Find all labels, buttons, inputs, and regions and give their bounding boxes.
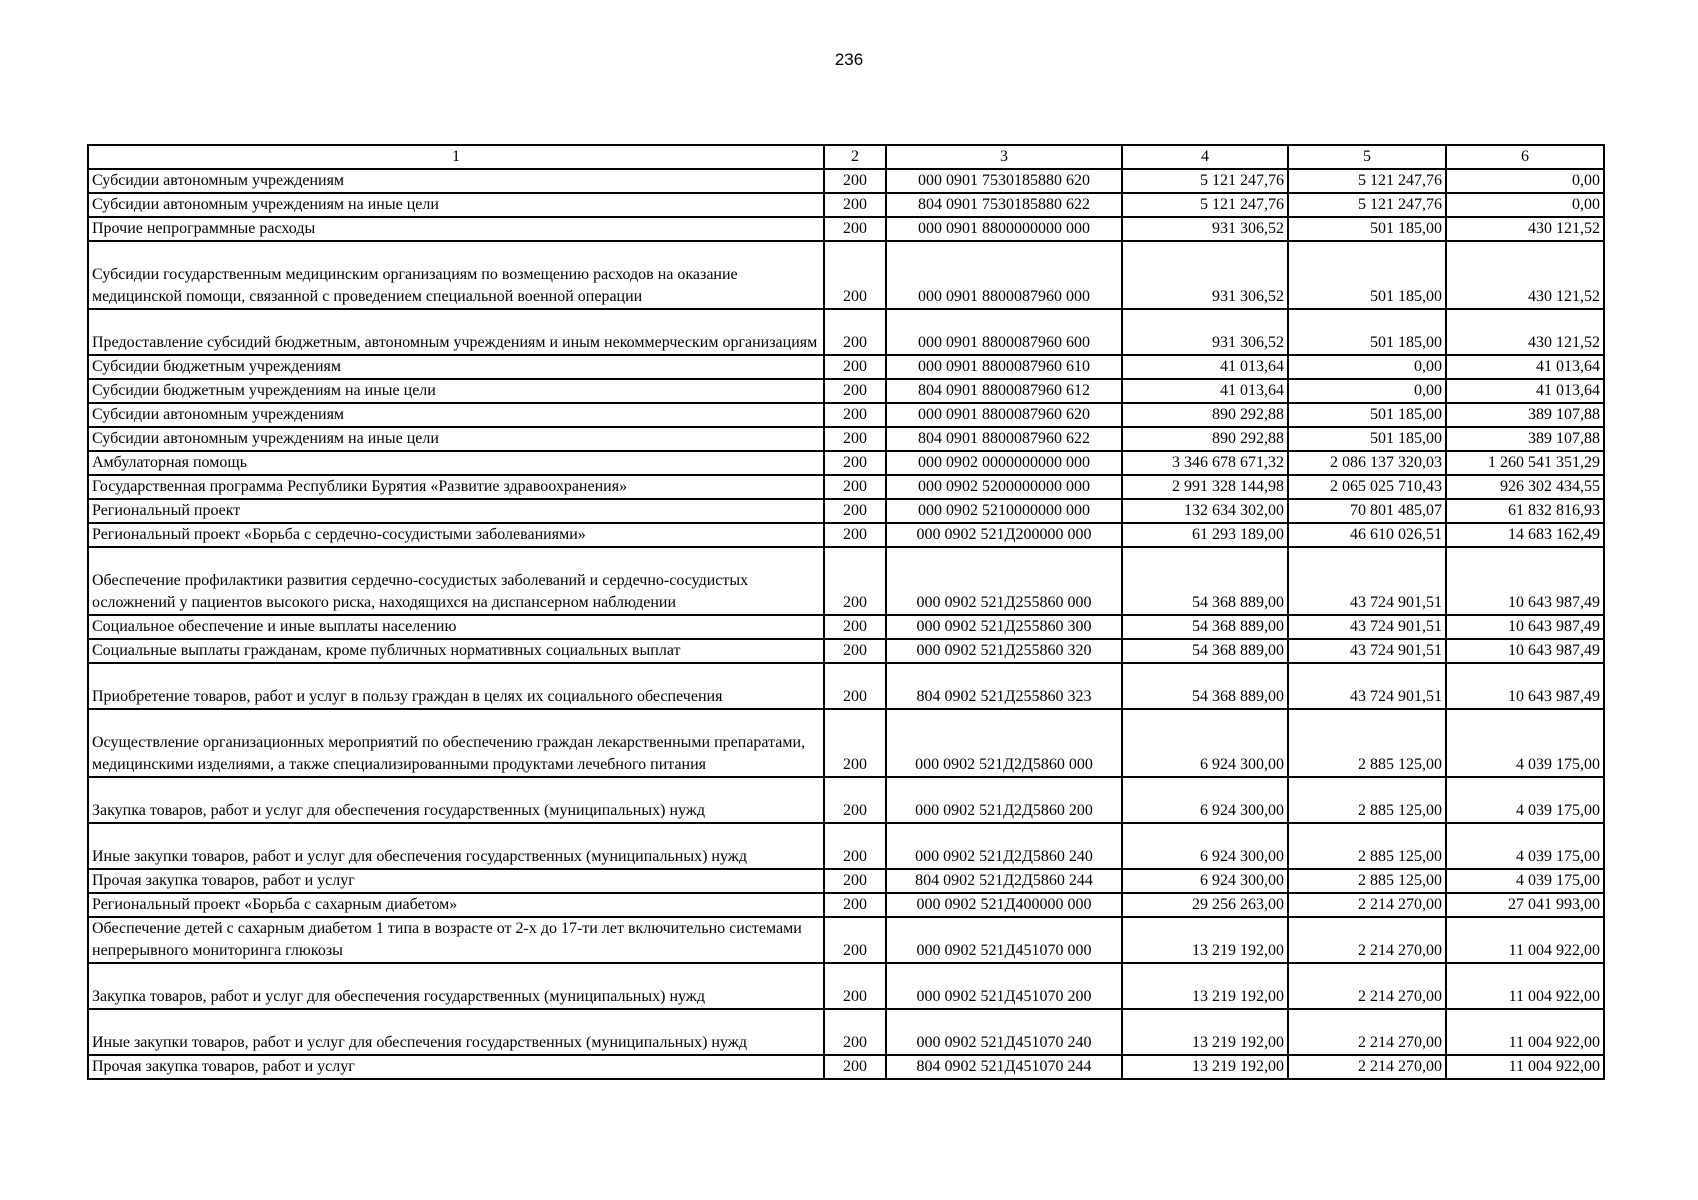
table-row	[88, 917, 1604, 963]
row-remainder-cell: 10 643 987,49	[1446, 615, 1604, 639]
row-amount-cell: 61 293 189,00	[1122, 523, 1288, 547]
row-code-cell: 000 0902 521Д255860 000	[886, 547, 1122, 615]
table-row	[88, 427, 1604, 451]
row-amount-cell: 6 924 300,00	[1122, 777, 1288, 823]
row-remainder-cell: 27 041 993,00	[1446, 893, 1604, 917]
row-col2-cell: 200	[824, 427, 886, 451]
row-name-cell: Прочая закупка товаров, работ и услуг	[88, 1055, 824, 1079]
row-name-cell: Социальное обеспечение и иные выплаты населению	[88, 615, 824, 639]
table-row	[88, 1009, 1604, 1055]
table-row	[88, 709, 1604, 777]
header-cell-3: 3	[886, 145, 1122, 169]
row-remainder-cell: 389 107,88	[1446, 403, 1604, 427]
row-remainder-cell: 11 004 922,00	[1446, 1055, 1604, 1079]
row-remainder-cell: 4 039 175,00	[1446, 869, 1604, 893]
row-remainder-cell: 11 004 922,00	[1446, 917, 1604, 963]
row-name-cell: Обеспечение детей с сахарным диабетом 1 типа в возрасте от 2-х до 17-ти лет включительно системами непрерывного мониторинга глюкозы	[88, 917, 824, 963]
row-amount-cell: 41 013,64	[1122, 379, 1288, 403]
row-code-cell: 000 0902 521Д2Д5860 200	[886, 777, 1122, 823]
row-amount-cell: 2 991 328 144,98	[1122, 475, 1288, 499]
table-row	[88, 217, 1604, 241]
row-name-cell: Субсидии бюджетным учреждениям на иные цели	[88, 379, 824, 403]
row-col2-cell: 200	[824, 193, 886, 217]
row-executed-cell: 2 214 270,00	[1288, 893, 1446, 917]
row-name-cell: Осуществление организационных мероприятий по обеспечению граждан лекарственными препаратами, медицинскими изделиями, а также специализированными продуктами лечебного питания	[88, 709, 824, 777]
table-row	[88, 309, 1604, 355]
row-remainder-cell: 10 643 987,49	[1446, 663, 1604, 709]
row-executed-cell: 2 214 270,00	[1288, 1009, 1446, 1055]
row-executed-cell: 501 185,00	[1288, 217, 1446, 241]
header-cell-5: 5	[1288, 145, 1446, 169]
row-col2-cell: 200	[824, 615, 886, 639]
row-amount-cell: 931 306,52	[1122, 309, 1288, 355]
row-executed-cell: 501 185,00	[1288, 427, 1446, 451]
row-name-cell: Закупка товаров, работ и услуг для обеспечения государственных (муниципальных) нужд	[88, 777, 824, 823]
row-executed-cell: 0,00	[1288, 379, 1446, 403]
row-code-cell: 000 0902 521Д451070 200	[886, 963, 1122, 1009]
row-name-cell: Предоставление субсидий бюджетным, автономным учреждениям и иным некоммерческим организациям	[88, 309, 824, 355]
row-amount-cell: 132 634 302,00	[1122, 499, 1288, 523]
row-amount-cell: 13 219 192,00	[1122, 1009, 1288, 1055]
row-code-cell: 000 0901 8800087960 620	[886, 403, 1122, 427]
row-col2-cell: 200	[824, 523, 886, 547]
table-row	[88, 639, 1604, 663]
row-col2-cell: 200	[824, 663, 886, 709]
row-code-cell: 000 0902 0000000000 000	[886, 451, 1122, 475]
row-executed-cell: 46 610 026,51	[1288, 523, 1446, 547]
row-amount-cell: 54 368 889,00	[1122, 615, 1288, 639]
row-remainder-cell: 61 832 816,93	[1446, 499, 1604, 523]
row-code-cell: 804 0901 7530185880 622	[886, 193, 1122, 217]
row-amount-cell: 890 292,88	[1122, 427, 1288, 451]
row-amount-cell: 3 346 678 671,32	[1122, 451, 1288, 475]
row-code-cell: 000 0902 5210000000 000	[886, 499, 1122, 523]
table-row	[88, 663, 1604, 709]
row-col2-cell: 200	[824, 917, 886, 963]
row-code-cell: 000 0901 7530185880 620	[886, 169, 1122, 193]
table-row	[88, 893, 1604, 917]
table-row	[88, 475, 1604, 499]
header-cell-6: 6	[1446, 145, 1604, 169]
row-remainder-cell: 430 121,52	[1446, 241, 1604, 309]
header-cell-2: 2	[824, 145, 886, 169]
row-executed-cell: 501 185,00	[1288, 241, 1446, 309]
row-executed-cell: 2 885 125,00	[1288, 777, 1446, 823]
row-code-cell: 804 0902 521Д2Д5860 244	[886, 869, 1122, 893]
row-executed-cell: 2 885 125,00	[1288, 869, 1446, 893]
row-executed-cell: 43 724 901,51	[1288, 639, 1446, 663]
row-amount-cell: 41 013,64	[1122, 355, 1288, 379]
row-amount-cell: 931 306,52	[1122, 217, 1288, 241]
row-code-cell: 000 0902 521Д255860 300	[886, 615, 1122, 639]
table-row	[88, 523, 1604, 547]
row-executed-cell: 2 214 270,00	[1288, 963, 1446, 1009]
row-code-cell: 804 0902 521Д255860 323	[886, 663, 1122, 709]
row-executed-cell: 2 065 025 710,43	[1288, 475, 1446, 499]
row-col2-cell: 200	[824, 499, 886, 523]
table-row	[88, 451, 1604, 475]
row-amount-cell: 6 924 300,00	[1122, 709, 1288, 777]
row-executed-cell: 501 185,00	[1288, 403, 1446, 427]
row-name-cell: Региональный проект	[88, 499, 824, 523]
row-name-cell: Субсидии автономным учреждениям	[88, 403, 824, 427]
row-name-cell: Государственная программа Республики Бурятия «Развитие здравоохранения»	[88, 475, 824, 499]
row-remainder-cell: 41 013,64	[1446, 379, 1604, 403]
row-remainder-cell: 926 302 434,55	[1446, 475, 1604, 499]
table-row	[88, 869, 1604, 893]
row-col2-cell: 200	[824, 403, 886, 427]
row-col2-cell: 200	[824, 169, 886, 193]
row-name-cell: Субсидии автономным учреждениям на иные цели	[88, 193, 824, 217]
row-col2-cell: 200	[824, 475, 886, 499]
table-row	[88, 355, 1604, 379]
row-amount-cell: 6 924 300,00	[1122, 869, 1288, 893]
row-col2-cell: 200	[824, 241, 886, 309]
row-amount-cell: 5 121 247,76	[1122, 169, 1288, 193]
budget-table	[87, 144, 1605, 1080]
row-name-cell: Прочие непрограммные расходы	[88, 217, 824, 241]
row-remainder-cell: 11 004 922,00	[1446, 963, 1604, 1009]
row-name-cell: Региональный проект «Борьба с сердечно-сосудистыми заболеваниями»	[88, 523, 824, 547]
row-amount-cell: 54 368 889,00	[1122, 547, 1288, 615]
row-name-cell: Субсидии бюджетным учреждениям	[88, 355, 824, 379]
row-amount-cell: 29 256 263,00	[1122, 893, 1288, 917]
row-code-cell: 000 0902 521Д200000 000	[886, 523, 1122, 547]
row-executed-cell: 2 885 125,00	[1288, 823, 1446, 869]
row-col2-cell: 200	[824, 217, 886, 241]
row-col2-cell: 200	[824, 893, 886, 917]
row-remainder-cell: 4 039 175,00	[1446, 777, 1604, 823]
header-cell-1: 1	[88, 145, 824, 169]
row-executed-cell: 70 801 485,07	[1288, 499, 1446, 523]
row-remainder-cell: 1 260 541 351,29	[1446, 451, 1604, 475]
row-code-cell: 000 0902 5200000000 000	[886, 475, 1122, 499]
table-row	[88, 547, 1604, 615]
row-code-cell: 000 0902 521Д255860 320	[886, 639, 1122, 663]
row-remainder-cell: 430 121,52	[1446, 217, 1604, 241]
row-col2-cell: 200	[824, 823, 886, 869]
row-name-cell: Субсидии автономным учреждениям	[88, 169, 824, 193]
row-executed-cell: 5 121 247,76	[1288, 169, 1446, 193]
row-name-cell: Приобретение товаров, работ и услуг в пользу граждан в целях их социального обеспечения	[88, 663, 824, 709]
row-col2-cell: 200	[824, 547, 886, 615]
row-remainder-cell: 10 643 987,49	[1446, 639, 1604, 663]
row-amount-cell: 6 924 300,00	[1122, 823, 1288, 869]
row-col2-cell: 200	[824, 451, 886, 475]
row-code-cell: 000 0902 521Д2Д5860 240	[886, 823, 1122, 869]
row-col2-cell: 200	[824, 709, 886, 777]
row-col2-cell: 200	[824, 355, 886, 379]
row-name-cell: Региональный проект «Борьба с сахарным диабетом»	[88, 893, 824, 917]
row-code-cell: 000 0902 521Д451070 240	[886, 1009, 1122, 1055]
row-code-cell: 000 0902 521Д451070 000	[886, 917, 1122, 963]
row-executed-cell: 5 121 247,76	[1288, 193, 1446, 217]
row-name-cell: Амбулаторная помощь	[88, 451, 824, 475]
row-remainder-cell: 4 039 175,00	[1446, 823, 1604, 869]
table-row	[88, 379, 1604, 403]
page-number: 236	[834, 50, 864, 69]
table-row	[88, 823, 1604, 869]
row-code-cell: 000 0901 8800000000 000	[886, 217, 1122, 241]
header-cell-4: 4	[1122, 145, 1288, 169]
row-code-cell: 000 0901 8800087960 000	[886, 241, 1122, 309]
row-executed-cell: 2 086 137 320,03	[1288, 451, 1446, 475]
row-col2-cell: 200	[824, 1055, 886, 1079]
row-code-cell: 804 0902 521Д451070 244	[886, 1055, 1122, 1079]
row-col2-cell: 200	[824, 1009, 886, 1055]
table-row	[88, 1055, 1604, 1079]
row-amount-cell: 13 219 192,00	[1122, 1055, 1288, 1079]
table-row	[88, 499, 1604, 523]
row-executed-cell: 2 885 125,00	[1288, 709, 1446, 777]
row-name-cell: Субсидии государственным медицинским организациям по возмещению расходов на оказание медицинской помощи, связанной с проведением специальной военной операции	[88, 241, 824, 309]
row-name-cell: Субсидии автономным учреждениям на иные цели	[88, 427, 824, 451]
row-remainder-cell: 11 004 922,00	[1446, 1009, 1604, 1055]
table-row	[88, 615, 1604, 639]
row-remainder-cell: 0,00	[1446, 169, 1604, 193]
row-col2-cell: 200	[824, 963, 886, 1009]
row-executed-cell: 501 185,00	[1288, 309, 1446, 355]
row-amount-cell: 931 306,52	[1122, 241, 1288, 309]
table-row	[88, 403, 1604, 427]
row-code-cell: 804 0901 8800087960 612	[886, 379, 1122, 403]
row-code-cell: 804 0901 8800087960 622	[886, 427, 1122, 451]
row-name-cell: Прочая закупка товаров, работ и услуг	[88, 869, 824, 893]
table-row	[88, 241, 1604, 309]
row-executed-cell: 43 724 901,51	[1288, 547, 1446, 615]
row-remainder-cell: 10 643 987,49	[1446, 547, 1604, 615]
row-executed-cell: 0,00	[1288, 355, 1446, 379]
table-row	[88, 193, 1604, 217]
row-col2-cell: 200	[824, 379, 886, 403]
table-row	[88, 963, 1604, 1009]
row-code-cell: 000 0902 521Д400000 000	[886, 893, 1122, 917]
row-remainder-cell: 41 013,64	[1446, 355, 1604, 379]
row-amount-cell: 5 121 247,76	[1122, 193, 1288, 217]
row-remainder-cell: 14 683 162,49	[1446, 523, 1604, 547]
row-amount-cell: 54 368 889,00	[1122, 639, 1288, 663]
row-code-cell: 000 0901 8800087960 610	[886, 355, 1122, 379]
row-amount-cell: 54 368 889,00	[1122, 663, 1288, 709]
row-amount-cell: 890 292,88	[1122, 403, 1288, 427]
row-remainder-cell: 0,00	[1446, 193, 1604, 217]
row-name-cell: Иные закупки товаров, работ и услуг для обеспечения государственных (муниципальных) нужд	[88, 1009, 824, 1055]
row-name-cell: Социальные выплаты гражданам, кроме публичных нормативных социальных выплат	[88, 639, 824, 663]
table-header-row	[88, 145, 1604, 169]
row-remainder-cell: 389 107,88	[1446, 427, 1604, 451]
row-name-cell: Обеспечение профилактики развития сердечно-сосудистых заболеваний и сердечно-сосудистых осложнений у пациентов высокого риска, находящихся на диспансерном наблюдении	[88, 547, 824, 615]
row-executed-cell: 43 724 901,51	[1288, 663, 1446, 709]
row-executed-cell: 2 214 270,00	[1288, 1055, 1446, 1079]
row-name-cell: Иные закупки товаров, работ и услуг для обеспечения государственных (муниципальных) нужд	[88, 823, 824, 869]
row-code-cell: 000 0901 8800087960 600	[886, 309, 1122, 355]
row-executed-cell: 43 724 901,51	[1288, 615, 1446, 639]
row-amount-cell: 13 219 192,00	[1122, 963, 1288, 1009]
row-remainder-cell: 4 039 175,00	[1446, 709, 1604, 777]
row-name-cell: Закупка товаров, работ и услуг для обеспечения государственных (муниципальных) нужд	[88, 963, 824, 1009]
row-remainder-cell: 430 121,52	[1446, 309, 1604, 355]
row-col2-cell: 200	[824, 639, 886, 663]
row-col2-cell: 200	[824, 869, 886, 893]
row-executed-cell: 2 214 270,00	[1288, 917, 1446, 963]
row-code-cell: 000 0902 521Д2Д5860 000	[886, 709, 1122, 777]
row-amount-cell: 13 219 192,00	[1122, 917, 1288, 963]
row-col2-cell: 200	[824, 777, 886, 823]
table-row	[88, 777, 1604, 823]
row-col2-cell: 200	[824, 309, 886, 355]
table-row	[88, 169, 1604, 193]
